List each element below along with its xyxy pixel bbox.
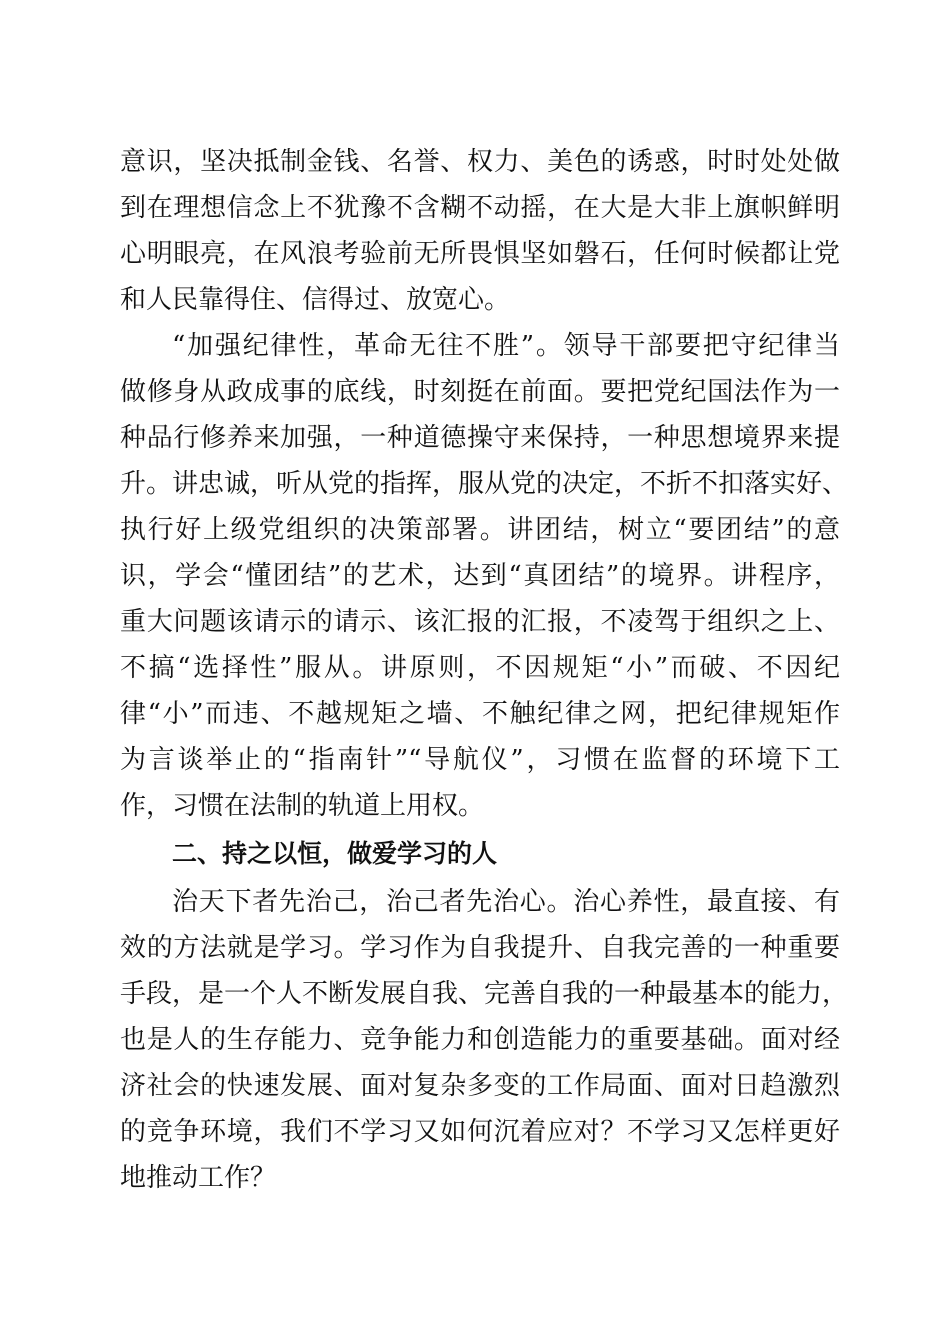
paragraph-line: 不搞“选择性”服从。讲原则，不因规矩“小”而破、不因纪 — [120, 653, 840, 683]
paragraph-line: 心明眼亮，在风浪考验前无所畏惧坚如磐石，任何时候都让党 — [120, 239, 840, 269]
paragraph-line: 升。讲忠诚，听从党的指挥，服从党的决定，不折不扣落实好、 — [120, 469, 849, 499]
paragraph-line: 执行好上级党组织的决策部署。讲团结，树立“要团结”的意 — [120, 515, 840, 545]
paragraph-1 — [120, 139, 840, 323]
paragraph-line: 为言谈举止的“指南针”“导航仪”，习惯在监督的环境下工 — [120, 745, 840, 775]
paragraph-line: 识，学会“懂团结”的艺术，达到“真团结”的境界。讲程序， — [120, 561, 840, 591]
paragraph-line: 地推动工作？ — [120, 1163, 277, 1193]
paragraph-line: “加强纪律性，革命无往不胜”。领导干部要把守纪律当 — [172, 331, 840, 361]
paragraph-line: 律“小”而违、不越规矩之墙、不触纪律之网，把纪律规矩作 — [120, 699, 840, 729]
paragraph-line: 效的方法就是学习。学习作为自我提升、自我完善的一种重要 — [120, 933, 840, 963]
document-page — [120, 139, 849, 1201]
paragraph-line: 手段，是一个人不断发展自我、完善自我的一种最基本的能力， — [120, 979, 849, 1009]
paragraph-line: 做修身从政成事的底线，时刻挺在前面。要把党纪国法作为一 — [120, 377, 840, 407]
paragraph-line: 济社会的快速发展、面对复杂多变的工作局面、面对日趋激烈 — [120, 1071, 840, 1101]
paragraph-line: 治天下者先治己，治己者先治心。治心养性，最直接、有 — [172, 887, 840, 917]
paragraph-2 — [120, 323, 849, 829]
paragraph-3 — [120, 879, 849, 1201]
paragraph-line: 意识，坚决抵制金钱、名誉、权力、美色的诱惑，时时处处做 — [120, 147, 840, 177]
paragraph-line: 种品行修养来加强，一种道德操守来保持，一种思想境界来提 — [120, 423, 840, 453]
paragraph-line: 的竞争环境，我们不学习又如何沉着应对？不学习又怎样更好 — [120, 1117, 840, 1147]
paragraph-line: 和人民靠得住、信得过、放宽心。 — [120, 285, 511, 315]
section-heading: 二、持之以恒，做爱学习的人 — [172, 839, 498, 868]
paragraph-line: 到在理想信念上不犹豫不含糊不动摇，在大是大非上旗帜鲜明 — [120, 193, 840, 223]
paragraph-line: 也是人的生存能力、竞争能力和创造能力的重要基础。面对经 — [120, 1025, 840, 1055]
paragraph-line: 作，习惯在法制的轨道上用权。 — [120, 791, 485, 821]
paragraph-line: 重大问题该请示的请示、该汇报的汇报，不凌驾于组织之上、 — [120, 607, 840, 637]
